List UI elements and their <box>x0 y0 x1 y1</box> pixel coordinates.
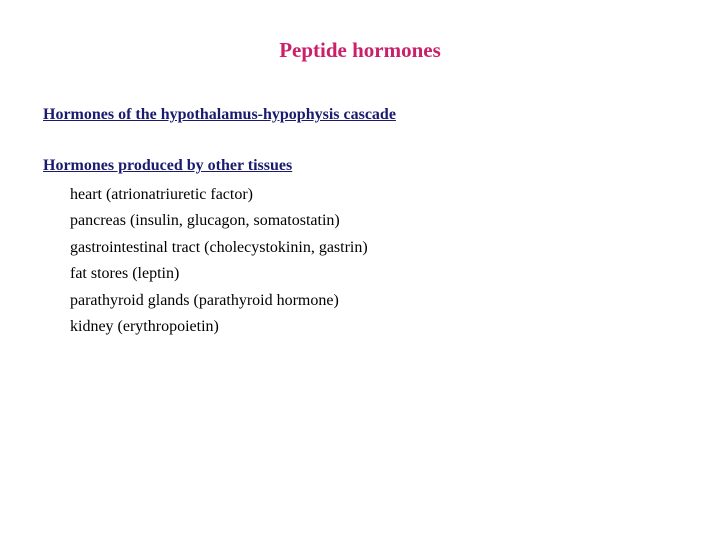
list-item-kidney: kidney (erythropoietin) <box>70 317 219 335</box>
list-item-pancreas: pancreas (insulin, glucagon, somatostatin) <box>70 212 340 230</box>
list-item-fat-stores: fat stores (leptin) <box>70 265 180 283</box>
list-item-parathyroid: parathyroid glands (parathyroid hormone) <box>70 291 339 309</box>
heading-hypothalamus-cascade: Hormones of the hypothalamus-hypophysis cascade <box>43 106 396 123</box>
slide-title: Peptide hormones <box>279 38 441 62</box>
list-item-heart: heart (atrionatriuretic factor) <box>70 186 253 203</box>
heading-other-tissues: Hormones produced by other tissues <box>43 157 293 174</box>
list-item-gastrointestinal: gastrointestinal tract (cholecystokinin, gastrin) <box>70 238 368 256</box>
tissue-hormone-list <box>70 182 368 340</box>
